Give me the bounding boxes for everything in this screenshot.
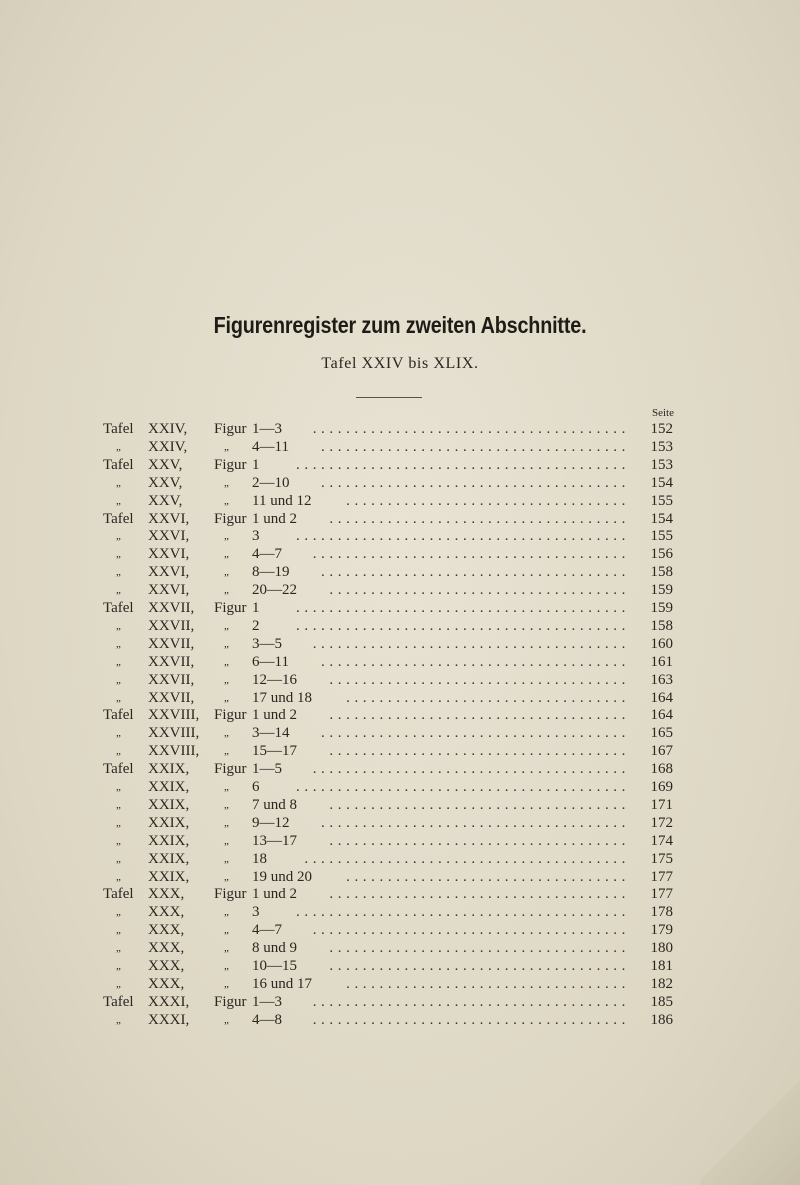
dot-leader: .................................... [329,707,630,724]
dot-leader: ...................................... [312,635,630,652]
dot-leader: ........................................ [296,904,630,921]
index-row [0,868,800,886]
row-plate-number: XXX, [148,922,185,939]
row-prefix: „ [116,924,121,937]
row-figure-word: „ [224,977,229,990]
dot-leader: ...................................... [312,546,630,563]
row-prefix: „ [116,960,121,972]
row-prefix: „ [116,655,121,668]
row-plate-number: XXVI, [148,510,190,527]
dot-leader: ........................................ [296,456,630,473]
row-figure-range: 6—11 [252,653,289,670]
dot-leader: .................................... [329,958,630,974]
row-figure-range: 18 [252,850,267,867]
row-figure-range: 3—14 [252,725,290,742]
row-figure-range: 1 und 2 [252,707,297,724]
index-row [0,921,800,939]
dot-leader: .................................... [329,582,630,599]
row-page-number: 154 [650,474,673,491]
row-page-number: 156 [650,546,673,563]
index-row [0,527,800,545]
row-figure-word: „ [224,834,229,847]
row-figure-range: 1 [252,600,260,616]
dot-leader: .................................... [329,743,630,760]
index-row [0,1011,800,1029]
row-figure-range: 1 [252,456,260,473]
row-figure-range: 1—3 [252,993,282,1010]
index-row [0,724,800,742]
row-plate-number: XXVI, [148,564,190,581]
dot-leader: ...................................... [312,993,630,1010]
row-plate-number: XXIV, [148,421,188,437]
row-figure-word: Figur [214,510,247,527]
row-figure-range: 3 [252,528,260,545]
dot-leader: ..................................... [321,814,630,831]
row-figure-word: „ [224,584,229,597]
row-figure-word: Figur [214,600,247,616]
row-plate-number: XXXI, [148,1011,190,1028]
row-page-number: 177 [650,886,673,903]
dot-leader: .................................... [329,671,630,688]
row-prefix: Tafel [103,707,134,724]
row-page-number: 171 [650,796,673,813]
dot-leader: .................................... [329,886,630,903]
index-row [0,671,800,689]
row-figure-range: 4—7 [252,922,282,939]
index-row [0,742,800,760]
row-plate-number: XXVIII, [148,707,200,724]
row-prefix: „ [116,566,121,579]
row-page-number: 181 [650,958,673,974]
row-figure-word: „ [224,745,229,758]
index-row [0,778,800,796]
row-plate-number: XXX, [148,940,185,957]
row-plate-number: XXVII, [148,635,195,652]
index-row [0,957,800,975]
dot-leader: .................................. [346,975,630,992]
row-figure-range: 13—17 [252,832,297,849]
row-figure-word: „ [224,852,229,865]
row-page-number: 154 [650,510,673,527]
row-page-number: 158 [650,564,673,581]
dot-leader: .................................... [329,832,630,849]
row-prefix: „ [116,530,121,543]
dot-leader: ..................................... [321,653,630,670]
row-page-number: 177 [650,868,673,885]
row-figure-word: „ [224,655,229,668]
row-plate-number: XXVI, [148,582,190,599]
row-figure-word: „ [224,960,229,972]
dot-leader: .................................... [329,510,630,527]
dot-leader: ...................................... [312,761,630,778]
index-row [0,420,800,438]
index-row [0,814,800,832]
row-figure-word: Figur [214,886,247,903]
row-figure-word: „ [224,494,229,507]
row-page-number: 175 [650,850,673,867]
dot-leader: ........................................ [296,779,630,795]
row-prefix: Tafel [103,761,134,778]
row-figure-range: 1—5 [252,761,282,778]
row-prefix: „ [116,906,121,919]
row-page-number: 169 [650,779,673,795]
row-plate-number: XXX, [148,975,185,992]
index-row [0,993,800,1011]
index-row [0,635,800,653]
row-figure-word: „ [224,942,229,955]
index-row [0,689,800,707]
row-plate-number: XXXI, [148,993,190,1010]
dot-leader: ...................................... [312,421,630,437]
row-figure-word: Figur [214,707,247,724]
seite-column-header: Seite [652,407,674,419]
dot-leader: ........................................ [296,600,630,616]
row-page-number: 159 [650,582,673,599]
row-figure-word: „ [224,781,229,793]
index-row [0,850,800,868]
row-figure-range: 17 und 18 [252,689,312,706]
index-row [0,832,800,850]
row-figure-word: Figur [214,456,247,473]
row-plate-number: XXVI, [148,528,190,545]
row-plate-number: XXV, [148,492,183,509]
row-plate-number: XXX, [148,904,185,921]
row-figure-word: „ [224,691,229,704]
row-prefix: „ [116,798,121,811]
row-page-number: 167 [650,743,673,760]
row-figure-word: „ [224,637,229,650]
row-plate-number: XXV, [148,474,183,491]
row-prefix: „ [116,781,121,793]
dot-leader: ...................................... [312,922,630,939]
dot-leader: ..................................... [321,438,630,455]
index-row [0,599,800,617]
row-figure-word: „ [224,906,229,919]
index-row [0,474,800,492]
row-page-number: 164 [650,707,673,724]
row-prefix: Tafel [103,456,134,473]
row-page-number: 179 [650,922,673,939]
row-figure-range: 9—12 [252,814,290,831]
row-page-number: 159 [650,600,673,616]
row-plate-number: XXIX, [148,814,190,831]
row-plate-number: XXX, [148,958,185,974]
row-page-number: 160 [650,635,673,652]
row-plate-number: XXVII, [148,617,195,634]
row-figure-word: „ [224,673,229,686]
row-plate-number: XXVII, [148,671,195,688]
row-figure-range: 16 und 17 [252,975,312,992]
row-page-number: 155 [650,528,673,545]
row-figure-range: 2 [252,617,260,634]
row-figure-range: 20—22 [252,582,297,599]
row-prefix: Tafel [103,421,134,437]
index-row [0,975,800,993]
row-page-number: 163 [650,671,673,688]
dot-leader: ..................................... [321,474,630,491]
row-prefix: „ [116,852,121,865]
row-figure-word: „ [224,440,229,453]
index-row [0,885,800,903]
row-prefix: „ [116,870,121,883]
dot-leader: .................................. [346,689,630,706]
dot-leader: .................................... [329,796,630,813]
dot-leader: ..................................... [321,564,630,581]
row-figure-range: 12—16 [252,671,297,688]
row-page-number: 158 [650,617,673,634]
row-prefix: „ [116,440,121,453]
index-row [0,456,800,474]
row-plate-number: XXIX, [148,761,190,778]
row-prefix: „ [116,548,121,561]
row-figure-word: „ [224,548,229,561]
row-prefix: „ [116,673,121,686]
row-page-number: 165 [650,725,673,742]
dot-leader: ........................................ [296,617,630,634]
row-figure-word: „ [224,870,229,883]
dot-leader: .................................. [346,492,630,509]
row-figure-word: Figur [214,993,247,1010]
index-row [0,563,800,581]
row-plate-number: XXIX, [148,868,190,885]
index-row [0,706,800,724]
row-plate-number: XXVIII, [148,743,200,760]
row-prefix: „ [116,494,121,507]
row-figure-range: 1—3 [252,421,282,437]
row-plate-number: XXIV, [148,438,188,455]
row-figure-range: 1 und 2 [252,886,297,903]
page-corner-fold [700,1075,800,1185]
row-figure-range: 4—8 [252,1011,282,1028]
row-prefix: „ [116,691,121,704]
index-row [0,545,800,563]
index-row [0,492,800,510]
row-page-number: 172 [650,814,673,831]
row-plate-number: XXVII, [148,689,195,706]
row-figure-range: 19 und 20 [252,868,312,885]
dot-leader: ....................................... [304,850,630,867]
row-prefix: „ [116,476,121,489]
row-figure-word: „ [224,476,229,489]
row-figure-word: Figur [214,421,247,437]
row-plate-number: XXIX, [148,796,190,813]
row-prefix: „ [116,619,121,632]
row-prefix: „ [116,1013,121,1026]
row-prefix: Tafel [103,510,134,527]
row-figure-range: 3 [252,904,260,921]
index-row [0,438,800,456]
row-plate-number: XXVII, [148,600,195,616]
divider-rule [356,397,422,398]
row-plate-number: XXIX, [148,832,190,849]
row-prefix: „ [116,584,121,597]
row-figure-range: 8—19 [252,564,290,581]
row-prefix: „ [116,977,121,990]
index-row [0,760,800,778]
row-figure-word: „ [224,727,229,740]
row-plate-number: XXVIII, [148,725,200,742]
row-page-number: 168 [650,761,673,778]
dot-leader: ..................................... [321,725,630,742]
row-figure-word: „ [224,619,229,632]
index-row [0,510,800,528]
dot-leader: .................................. [346,868,630,885]
row-figure-range: 11 und 12 [252,492,312,509]
row-prefix: „ [116,834,121,847]
index-row [0,796,800,814]
row-prefix: „ [116,727,121,740]
row-prefix: „ [116,942,121,955]
row-plate-number: XXVII, [148,653,195,670]
row-page-number: 174 [650,832,673,849]
row-plate-number: XXIX, [148,779,190,795]
row-figure-word: „ [224,816,229,829]
row-figure-range: 1 und 2 [252,510,297,527]
index-row [0,653,800,671]
row-prefix: Tafel [103,600,134,616]
row-prefix: Tafel [103,993,134,1010]
row-page-number: 178 [650,904,673,921]
dot-leader: ...................................... [312,1011,630,1028]
row-figure-word: „ [224,798,229,811]
row-page-number: 153 [650,438,673,455]
row-figure-word: „ [224,566,229,579]
row-figure-range: 4—11 [252,438,289,455]
row-page-number: 180 [650,940,673,957]
row-page-number: 182 [650,975,673,992]
row-prefix: „ [116,816,121,829]
row-figure-word: „ [224,924,229,937]
row-figure-word: Figur [214,761,247,778]
row-prefix: Tafel [103,886,134,903]
row-figure-range: 15—17 [252,743,297,760]
row-figure-range: 10—15 [252,958,297,974]
dot-leader: ........................................ [296,528,630,545]
page-subtitle: Tafel XXIV bis XLIX. [321,355,479,372]
row-figure-range: 7 und 8 [252,796,297,813]
row-page-number: 152 [650,421,673,437]
row-page-number: 161 [650,653,673,670]
index-row [0,903,800,921]
index-row [0,617,800,635]
index-row [0,581,800,599]
row-figure-range: 4—7 [252,546,282,563]
row-plate-number: XXIX, [148,850,190,867]
row-page-number: 185 [650,993,673,1010]
row-plate-number: XXVI, [148,546,190,563]
row-figure-word: „ [224,530,229,543]
row-page-number: 153 [650,456,673,473]
row-figure-range: 3—5 [252,635,282,652]
dot-leader: .................................... [329,940,630,957]
row-figure-range: 6 [252,779,260,795]
row-figure-range: 2—10 [252,474,290,491]
row-plate-number: XXV, [148,456,183,473]
index-row [0,939,800,957]
row-prefix: „ [116,637,121,650]
page-title: Figurenregister zum zweiten Abschnitte. [213,312,587,338]
row-figure-range: 8 und 9 [252,940,297,957]
row-page-number: 155 [650,492,673,509]
row-prefix: „ [116,745,121,758]
row-figure-word: „ [224,1013,229,1026]
row-plate-number: XXX, [148,886,185,903]
row-page-number: 164 [650,689,673,706]
row-page-number: 186 [650,1011,673,1028]
